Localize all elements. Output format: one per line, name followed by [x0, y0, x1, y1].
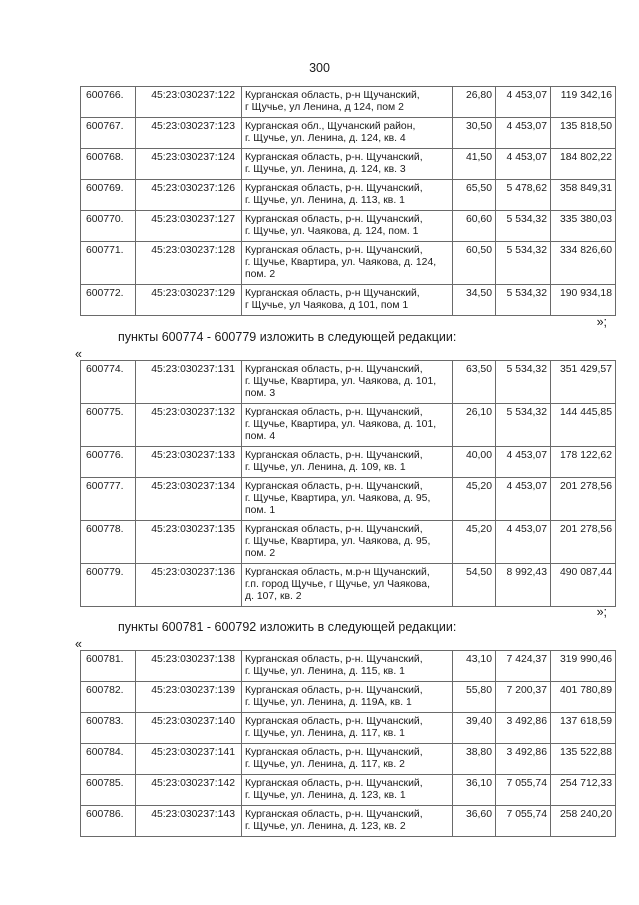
row-number-cell: 600778. — [81, 521, 136, 564]
address-line: Курганская область, р-н. Щучанский, — [245, 450, 423, 461]
unit-value-cell: 4 453,07 — [496, 149, 551, 180]
address-line: г. Щучье, ул. Ленина, д. 109, кв. 1 — [245, 462, 406, 473]
area-cell: 38,80 — [453, 744, 496, 775]
address-line: Курганская область, р-н. Щучанский, — [245, 245, 423, 256]
unit-value-cell: 4 453,07 — [496, 521, 551, 564]
table-row — [81, 564, 616, 607]
address-line: Курганская область, р-н. Щучанский, — [245, 716, 423, 727]
address-cell — [242, 211, 453, 242]
row-number-cell: 600779. — [81, 564, 136, 607]
closing-quote-1: »; — [596, 315, 607, 329]
cadastral-number-cell: 45:23:030237:123 — [136, 118, 242, 149]
table-row — [81, 806, 616, 837]
address-cell — [242, 682, 453, 713]
unit-value-cell: 7 055,74 — [496, 806, 551, 837]
cadastral-value-cell: 401 780,89 — [551, 682, 616, 713]
unit-value-cell: 7 055,74 — [496, 775, 551, 806]
cadastral-number-cell: 45:23:030237:124 — [136, 149, 242, 180]
row-number-cell: 600774. — [81, 361, 136, 404]
area-cell: 34,50 — [453, 285, 496, 316]
address-line: г. Щучье, ул. Ленина, д. 115, кв. 1 — [245, 666, 405, 677]
address-line: Курганская область, р-н Щучанский, — [245, 90, 420, 101]
area-cell: 36,60 — [453, 806, 496, 837]
cadastral-number-cell: 45:23:030237:127 — [136, 211, 242, 242]
table-row — [81, 118, 616, 149]
area-cell: 63,50 — [453, 361, 496, 404]
table-row — [81, 478, 616, 521]
area-cell: 60,60 — [453, 211, 496, 242]
cadastral-number-cell: 45:23:030237:128 — [136, 242, 242, 285]
address-line: г. Щучье, ул. Ленина, д. 124, кв. 3 — [245, 164, 406, 175]
row-number-cell: 600784. — [81, 744, 136, 775]
cadastral-value-cell: 137 618,59 — [551, 713, 616, 744]
table-row — [81, 682, 616, 713]
cadastral-number-cell: 45:23:030237:122 — [136, 87, 242, 118]
opening-quote-2: « — [75, 637, 82, 651]
row-number-cell: 600786. — [81, 806, 136, 837]
cadastral-value-cell: 254 712,33 — [551, 775, 616, 806]
table-row — [81, 211, 616, 242]
cadastral-number-cell: 45:23:030237:129 — [136, 285, 242, 316]
cadastral-value-cell: 201 278,56 — [551, 478, 616, 521]
unit-value-cell: 3 492,86 — [496, 713, 551, 744]
row-number-cell: 600785. — [81, 775, 136, 806]
cadastral-value-cell: 119 342,16 — [551, 87, 616, 118]
area-cell: 39,40 — [453, 713, 496, 744]
unit-value-cell: 4 453,07 — [496, 87, 551, 118]
area-cell: 54,50 — [453, 564, 496, 607]
area-cell: 45,20 — [453, 521, 496, 564]
address-line: Курганская область, р-н. Щучанский, — [245, 747, 423, 758]
address-line: Курганская область, р-н. Щучанский, — [245, 654, 423, 665]
unit-value-cell: 4 453,07 — [496, 478, 551, 521]
address-cell — [242, 285, 453, 316]
unit-value-cell: 4 453,07 — [496, 118, 551, 149]
cadastral-number-cell: 45:23:030237:141 — [136, 744, 242, 775]
amendment-instruction-2: пункты 600781 - 600792 изложить в следующей редакции: — [118, 620, 457, 634]
address-cell — [242, 118, 453, 149]
address-line: г. Щучье, ул. Ленина, д. 113, кв. 1 — [245, 195, 405, 206]
address-cell — [242, 447, 453, 478]
cadastral-number-cell: 45:23:030237:138 — [136, 651, 242, 682]
row-number-cell: 600777. — [81, 478, 136, 521]
table-row — [81, 713, 616, 744]
cadastral-value-cell: 135 818,50 — [551, 118, 616, 149]
address-line: Курганская область, р-н. Щучанский, — [245, 524, 423, 535]
table-row — [81, 285, 616, 316]
register-table-3 — [80, 650, 616, 837]
cadastral-number-cell: 45:23:030237:131 — [136, 361, 242, 404]
area-cell: 65,50 — [453, 180, 496, 211]
cadastral-number-cell: 45:23:030237:142 — [136, 775, 242, 806]
address-line: Курганская область, р-н. Щучанский, — [245, 809, 423, 820]
address-line: г. Щучье, ул. Ленина, д. 117, кв. 1 — [245, 728, 405, 739]
cadastral-number-cell: 45:23:030237:126 — [136, 180, 242, 211]
cadastral-number-cell: 45:23:030237:132 — [136, 404, 242, 447]
cadastral-value-cell: 178 122,62 — [551, 447, 616, 478]
address-line: Курганская обл., Щучанский район, — [245, 121, 416, 132]
row-number-cell: 600782. — [81, 682, 136, 713]
table-row — [81, 404, 616, 447]
row-number-cell: 600775. — [81, 404, 136, 447]
row-number-cell: 600770. — [81, 211, 136, 242]
amendment-instruction-1: пункты 600774 - 600779 изложить в следующей редакции: — [118, 330, 457, 344]
address-line: Курганская область, р-н. Щучанский, — [245, 214, 423, 225]
unit-value-cell: 7 424,37 — [496, 651, 551, 682]
address-line: пом. 4 — [245, 431, 276, 442]
cadastral-value-cell: 184 802,22 — [551, 149, 616, 180]
row-number-cell: 600766. — [81, 87, 136, 118]
row-number-cell: 600767. — [81, 118, 136, 149]
cadastral-number-cell: 45:23:030237:133 — [136, 447, 242, 478]
area-cell: 55,80 — [453, 682, 496, 713]
row-number-cell: 600783. — [81, 713, 136, 744]
unit-value-cell: 5 534,32 — [496, 242, 551, 285]
address-line: г. Щучье, Квартира, ул. Чаякова, д. 101, — [245, 419, 437, 430]
cadastral-value-cell: 351 429,57 — [551, 361, 616, 404]
cadastral-value-cell: 335 380,03 — [551, 211, 616, 242]
row-number-cell: 600772. — [81, 285, 136, 316]
area-cell: 43,10 — [453, 651, 496, 682]
unit-value-cell: 5 534,32 — [496, 285, 551, 316]
address-line: г. Щучье, ул. Ленина, д. 117, кв. 2 — [245, 759, 405, 770]
address-cell — [242, 521, 453, 564]
address-cell — [242, 180, 453, 211]
cadastral-number-cell: 45:23:030237:135 — [136, 521, 242, 564]
table-row — [81, 361, 616, 404]
unit-value-cell: 3 492,86 — [496, 744, 551, 775]
address-line: пом. 3 — [245, 388, 276, 399]
address-cell — [242, 149, 453, 180]
area-cell: 45,20 — [453, 478, 496, 521]
cadastral-value-cell: 144 445,85 — [551, 404, 616, 447]
address-line: г. Щучье, Квартира, ул. Чаякова, д. 95, — [245, 493, 431, 504]
row-number-cell: 600781. — [81, 651, 136, 682]
unit-value-cell: 5 534,32 — [496, 361, 551, 404]
address-line: г. Щучье, ул. Ленина, д. 119А, кв. 1 — [245, 697, 412, 708]
opening-quote-1: « — [75, 347, 82, 361]
address-line: г Щучье, ул Чаякова, д 101, пом 1 — [245, 300, 409, 311]
address-line: г. Щучье, ул. Ленина, д. 124, кв. 4 — [245, 133, 406, 144]
cadastral-number-cell: 45:23:030237:136 — [136, 564, 242, 607]
address-cell — [242, 775, 453, 806]
unit-value-cell: 5 534,32 — [496, 404, 551, 447]
address-line: Курганская область, р-н. Щучанский, — [245, 407, 423, 418]
table-row — [81, 521, 616, 564]
cadastral-value-cell: 201 278,56 — [551, 521, 616, 564]
address-cell — [242, 404, 453, 447]
address-line: г. Щучье, ул. Ленина, д. 123, кв. 2 — [245, 821, 406, 832]
address-line: г. Щучье, ул. Чаякова, д. 124, пом. 1 — [245, 226, 419, 237]
area-cell: 40,00 — [453, 447, 496, 478]
address-cell — [242, 242, 453, 285]
area-cell: 60,50 — [453, 242, 496, 285]
register-table-1 — [80, 86, 616, 316]
address-line: г. Щучье, Квартира, ул. Чаякова, д. 124, — [245, 257, 437, 268]
unit-value-cell: 5 478,62 — [496, 180, 551, 211]
area-cell: 36,10 — [453, 775, 496, 806]
address-cell — [242, 564, 453, 607]
address-cell — [242, 806, 453, 837]
area-cell: 26,10 — [453, 404, 496, 447]
table-row — [81, 149, 616, 180]
table-row — [81, 87, 616, 118]
address-line: г.п. город Щучье, г Щучье, ул Чаякова, — [245, 579, 430, 590]
address-line: г. Щучье, ул. Ленина, д. 123, кв. 1 — [245, 790, 406, 801]
address-cell — [242, 478, 453, 521]
address-line: Курганская область, р-н Щучанский, — [245, 288, 420, 299]
unit-value-cell: 4 453,07 — [496, 447, 551, 478]
cadastral-value-cell: 358 849,31 — [551, 180, 616, 211]
cadastral-number-cell: 45:23:030237:134 — [136, 478, 242, 521]
address-line: Курганская область, р-н. Щучанский, — [245, 685, 423, 696]
address-cell — [242, 361, 453, 404]
row-number-cell: 600776. — [81, 447, 136, 478]
table-row — [81, 180, 616, 211]
table-row — [81, 242, 616, 285]
row-number-cell: 600768. — [81, 149, 136, 180]
cadastral-value-cell: 135 522,88 — [551, 744, 616, 775]
cadastral-value-cell: 190 934,18 — [551, 285, 616, 316]
cadastral-number-cell: 45:23:030237:139 — [136, 682, 242, 713]
table-row — [81, 744, 616, 775]
address-line: д. 107, кв. 2 — [245, 591, 302, 602]
cadastral-number-cell: 45:23:030237:143 — [136, 806, 242, 837]
area-cell: 26,80 — [453, 87, 496, 118]
table-row — [81, 651, 616, 682]
address-line: г. Щучье, Квартира, ул. Чаякова, д. 101, — [245, 376, 437, 387]
address-cell — [242, 87, 453, 118]
cadastral-value-cell: 490 087,44 — [551, 564, 616, 607]
address-line: Курганская область, р-н. Щучанский, — [245, 778, 423, 789]
row-number-cell: 600771. — [81, 242, 136, 285]
address-cell — [242, 713, 453, 744]
register-table-2 — [80, 360, 616, 607]
page-number: 300 — [309, 61, 330, 75]
unit-value-cell: 7 200,37 — [496, 682, 551, 713]
address-line: пом. 2 — [245, 269, 276, 280]
cadastral-value-cell: 258 240,20 — [551, 806, 616, 837]
address-line: Курганская область, р-н. Щучанский, — [245, 481, 423, 492]
address-line: пом. 2 — [245, 548, 276, 559]
table-row — [81, 775, 616, 806]
address-line: Курганская область, р-н. Щучанский, — [245, 364, 423, 375]
address-cell — [242, 651, 453, 682]
area-cell: 41,50 — [453, 149, 496, 180]
address-line: г. Щучье, Квартира, ул. Чаякова, д. 95, — [245, 536, 431, 547]
table-row — [81, 447, 616, 478]
unit-value-cell: 8 992,43 — [496, 564, 551, 607]
address-cell — [242, 744, 453, 775]
address-line: Курганская область, р-н. Щучанский, — [245, 183, 423, 194]
address-line: пом. 1 — [245, 505, 276, 516]
address-line: Курганская область, р-н. Щучанский, — [245, 152, 423, 163]
cadastral-value-cell: 334 826,60 — [551, 242, 616, 285]
unit-value-cell: 5 534,32 — [496, 211, 551, 242]
cadastral-number-cell: 45:23:030237:140 — [136, 713, 242, 744]
cadastral-value-cell: 319 990,46 — [551, 651, 616, 682]
address-line: Курганская область, м.р-н Щучанский, — [245, 567, 430, 578]
row-number-cell: 600769. — [81, 180, 136, 211]
closing-quote-2: »; — [596, 605, 607, 619]
address-line: г Щучье, ул Ленина, д 124, пом 2 — [245, 102, 404, 113]
area-cell: 30,50 — [453, 118, 496, 149]
